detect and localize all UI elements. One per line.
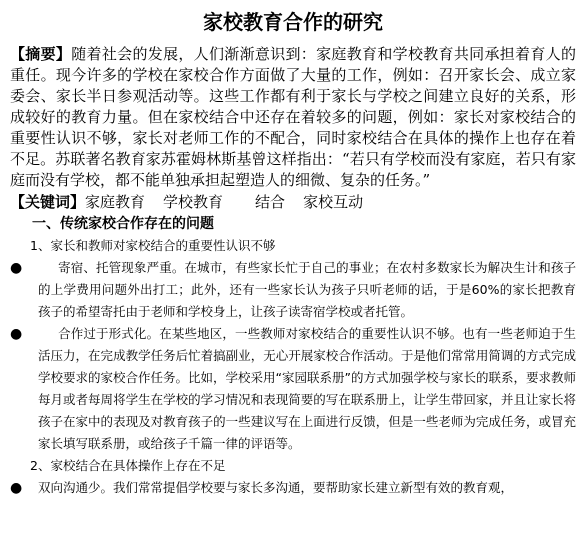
keyword: 结合	[255, 193, 286, 211]
document-title: 家校教育合作的研究	[203, 10, 383, 34]
bullet-item	[10, 257, 576, 323]
keywords-line	[10, 191, 576, 213]
bullet-item	[10, 477, 576, 499]
subsection-heading: 2、家校结合在具体操作上存在不足	[30, 458, 226, 473]
bullet-icon: ●	[10, 260, 23, 276]
subsection-heading: 1、家长和教师对家校结合的重要性认识不够	[30, 238, 276, 253]
bullet-icon: ●	[10, 480, 23, 496]
abstract-paragraph	[10, 44, 576, 191]
bullet-text	[38, 323, 576, 455]
keyword: 家庭教育	[85, 193, 146, 211]
bullet-text-content: 寄宿、托管现象严重。在城市，有些家长忙于自己的事业；在农村多数家长为解决生计和孩子的上学费用问题外出打工；此外，还有一些家长认为孩子只听老师的话，于是60%的家长把教育孩子的希望寄托由于老师和学校身上，让孩子读寄宿学校或者托管。	[38, 260, 576, 319]
keyword: 家校互动	[303, 193, 364, 211]
bullet-text	[38, 257, 576, 323]
bullet-item	[10, 323, 576, 455]
abstract-label: 【摘要】	[10, 45, 72, 63]
bullet-text	[38, 477, 576, 499]
bullet-text-content: 双向沟通少。我们常常提倡学校要与家长多沟通，要帮助家长建立新型有效的教育观，	[38, 480, 514, 495]
section-heading: 一、传统家校合作存在的问题	[32, 216, 214, 232]
bullet-text-content: 合作过于形式化。在某些地区，一些教师对家校结合的重要性认识不够。也有一些老师迫于生活压力，在完成教学任务后忙着搞副业，无心开展家校合作活动。于是他们常常用简调的方式完成学校要求的家校合作任务。比如，学校采用“家园联系册”的方式加强学校与家长的联系，要求教师每月或者每周将学生在学校的学习情况和表现简要的写在联系册上，让学生带回家，并且让家长将孩子在家中的表现及对教育孩子的一些建议写在上面进行反馈，但是一些老师为完成任务，或冒充家长填写联系册，或给孩子千篇一律的评语等。	[38, 326, 576, 451]
abstract-text: 随着社会的发展，人们渐渐意识到：家庭教育和学校教育共同承担着育人的重任。现今许多的学校在家校合作方面做了大量的工作，例如：召开家长会、成立家委会、家长半日参观活动等。这些工作都有利于家长与学校之间建立良好的关系，形成较好的教育力量。但在家校结合中还存在着较多的问题，例如：家长对家校结合的重要性认识不够，家长对老师工作的不配合，同时家校结合在具体的操作上也存在着不足。苏联著名教育家苏霍姆林斯基曾这样指出：“若只有学校而没有家庭，若只有家庭而没有学校，都不能单独承担起塑造人的细微、复杂的任务。”	[10, 45, 576, 189]
keyword: 学校教育	[163, 193, 224, 211]
keywords-label: 【关键词】	[10, 193, 86, 211]
bullet-icon: ●	[10, 326, 23, 342]
